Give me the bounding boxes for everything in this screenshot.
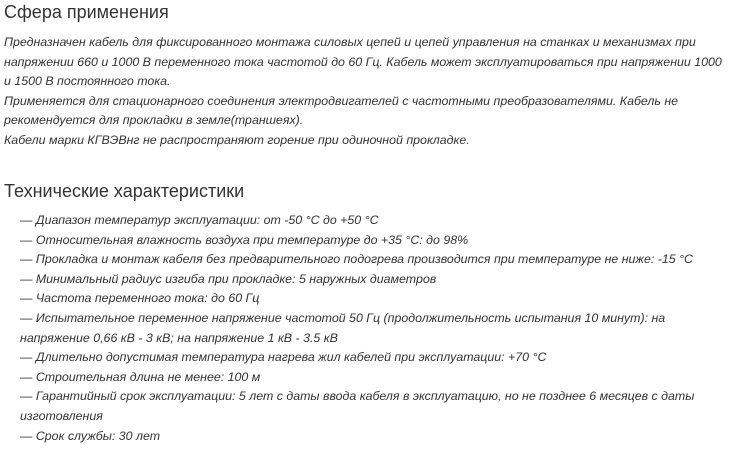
dash-marker: — xyxy=(20,310,33,325)
spec-item xyxy=(20,231,731,251)
spec-item xyxy=(20,211,731,231)
spec-item xyxy=(20,348,731,368)
spec-item-text: Испытательное переменное напряжение частотой 50 Гц (продолжительность испытания 10 минут): на напряжение 0,66 кВ - 3 кВ; на напряжение 1 кВ - 3.5 кВ xyxy=(20,310,666,345)
specs-list xyxy=(20,211,731,446)
spec-item xyxy=(20,387,731,426)
dash-marker: — xyxy=(20,291,33,306)
spec-item-text: Строительная длина не менее: 100 м xyxy=(35,369,261,384)
dash-marker: — xyxy=(20,428,33,443)
usage-section-body xyxy=(4,33,729,151)
spec-item xyxy=(20,309,731,348)
spec-item-text: Прокладка и монтаж кабеля без предварительного подогрева производится при температуре не ниже: -15 °С xyxy=(35,252,693,267)
usage-section-title: Сфера применения xyxy=(4,2,169,22)
spec-item xyxy=(20,427,731,447)
dash-marker: — xyxy=(20,389,33,404)
dash-marker: — xyxy=(20,369,33,384)
spec-item-text: Частота переменного тока: до 60 Гц xyxy=(35,291,260,306)
usage-paragraph: Применяется для стационарного соединения электродвигателей с частотными преобразователями. Кабель не рекомендуется для прокладки в земле(траншеях). xyxy=(4,93,679,128)
usage-paragraph: Предназначен кабель для фиксированного монтажа силовых цепей и цепей управления на станках и механизмах при напряжении 660 и 1000 В переменного тока частотой до 60 Гц. Кабель может эксплуатироваться при напряжении 1000 и 1500 В постоянного тока. xyxy=(4,35,722,89)
dash-marker: — xyxy=(20,213,33,227)
spec-item-text: Гарантийный срок эксплуатации: 5 лет с даты ввода кабеля в эксплуатацию, но не позднее 6 месяцев с даты изготовления xyxy=(20,389,695,423)
spec-item xyxy=(20,250,731,270)
spec-item-text: Диапазон температур эксплуатации: от -50 °С до +50 °С xyxy=(35,213,379,227)
spec-item xyxy=(20,368,731,388)
dash-marker: — xyxy=(20,252,33,267)
specs-section-title: Технические характеристики xyxy=(4,181,245,201)
spec-item-text: Относительная влажность воздуха при температуре до +35 °С: до 98% xyxy=(35,232,469,247)
dash-marker: — xyxy=(20,271,33,286)
spec-item-text: Минимальный радиус изгиба при прокладке: 5 наружных диаметров xyxy=(35,271,437,286)
dash-marker: — xyxy=(20,350,33,365)
spec-item xyxy=(20,289,731,309)
usage-paragraph: Кабели марки КГВЭВнг не распространяют горение при одиночной прокладке. xyxy=(4,132,470,147)
spec-item xyxy=(20,270,731,290)
dash-marker: — xyxy=(20,232,33,247)
spec-item-text: Срок службы: 30 лет xyxy=(35,428,161,443)
spec-item-text: Длительно допустимая температура нагрева жил кабелей при эксплуатации: +70 °С xyxy=(35,350,547,365)
